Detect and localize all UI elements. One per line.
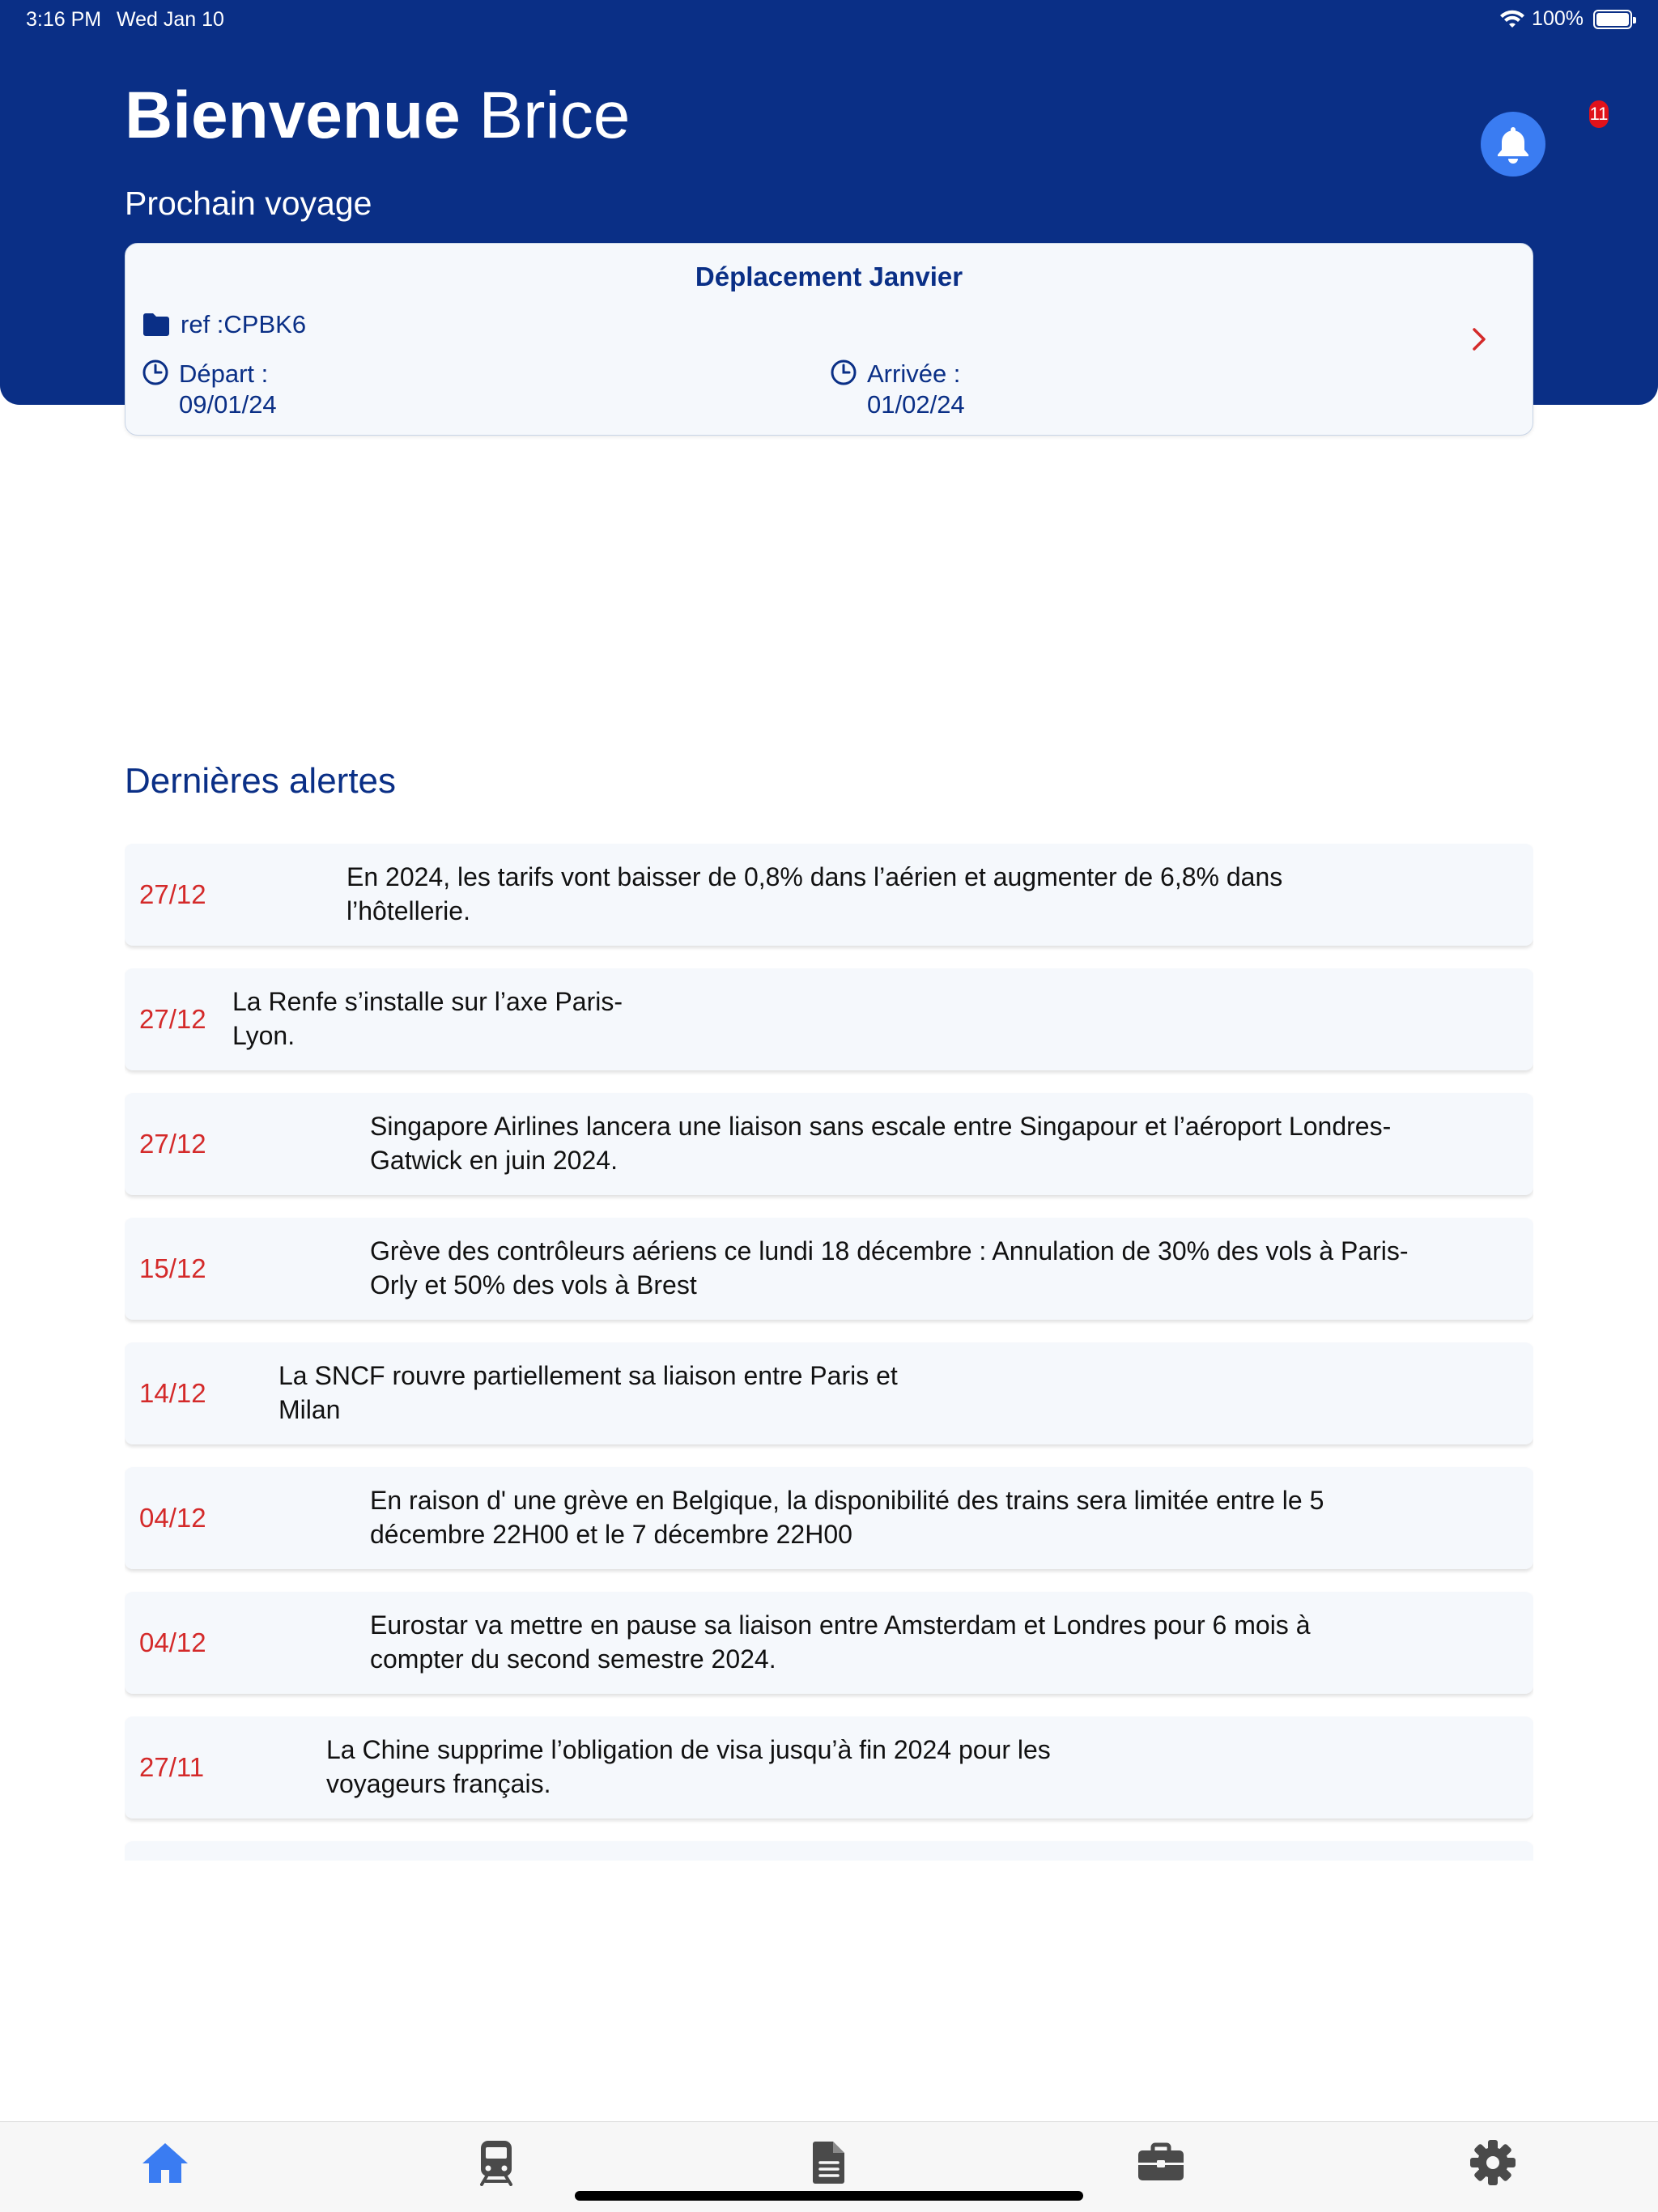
arrival-date: 01/02/24 (867, 390, 965, 419)
alert-item[interactable] (125, 968, 1533, 1070)
wifi-icon (1499, 10, 1525, 29)
alert-item[interactable] (125, 1218, 1533, 1320)
alert-date: 27/12 (139, 1004, 206, 1034)
alert-item[interactable] (125, 1093, 1533, 1195)
alert-date: 04/12 (139, 1627, 206, 1657)
departure-label: Départ : (179, 359, 269, 388)
alert-text-line: Singapore Airlines lancera une liaison sans escale entre Singapour et l’aéroport Londres- (370, 1112, 1392, 1141)
alert-date: 27/12 (139, 879, 206, 909)
home-indicator[interactable] (575, 2191, 1083, 2201)
alert-item[interactable] (125, 1342, 1533, 1444)
alert-text-line: En 2024, les tarifs vont baisser de 0,8% dans l’aérien et augmenter de 6,8% dans (346, 862, 1283, 891)
alert-date: 04/12 (139, 1503, 206, 1533)
alert-text-line: La SNCF rouvre partiellement sa liaison entre Paris et (278, 1361, 898, 1390)
alert-text-line: Eurostar va mettre en pause sa liaison entre Amsterdam et Londres pour 6 mois à (370, 1610, 1311, 1640)
gear-icon (1469, 2139, 1516, 2186)
alert-date: 14/12 (139, 1378, 206, 1408)
user-name: Brice (478, 79, 631, 152)
alerts-section-title: Dernières alertes (125, 761, 397, 801)
next-trip-subtitle: Prochain voyage (125, 185, 372, 222)
tab-trips[interactable] (1135, 2137, 1187, 2189)
trip-ref: ref :CPBK6 (181, 310, 307, 338)
arrival-label: Arrivée : (867, 359, 961, 388)
trip-ref-row (142, 310, 306, 339)
chevron-right-icon[interactable] (1471, 325, 1489, 354)
alert-text (346, 860, 1282, 928)
tab-home[interactable] (139, 2137, 191, 2189)
folder-icon (142, 313, 171, 337)
alert-text-line: La Chine supprime l’obligation de visa jusqu’à fin 2024 pour les (326, 1735, 1051, 1764)
alert-text (370, 1109, 1391, 1177)
welcome-word: Bienvenue (125, 79, 461, 152)
alert-text-line: voyageurs français. (326, 1769, 551, 1798)
alert-text (232, 985, 623, 1053)
alert-text (370, 1234, 1409, 1302)
status-bar (0, 0, 1658, 40)
alert-date: 27/12 (139, 1129, 206, 1159)
alert-item[interactable] (125, 1592, 1533, 1694)
alert-text-line: compter du second semestre 2024. (370, 1644, 776, 1674)
next-trip-card[interactable] (125, 243, 1533, 436)
alerts-list[interactable] (125, 844, 1533, 1861)
train-icon (478, 2139, 514, 2186)
alert-text (326, 1733, 1051, 1801)
trip-arrival (830, 359, 965, 420)
notification-badge: 11 (1589, 100, 1609, 128)
clock-icon (830, 359, 857, 386)
alert-text (278, 1359, 898, 1427)
alert-date: 15/12 (139, 1253, 206, 1283)
alert-item[interactable] (125, 844, 1533, 946)
alert-item[interactable] (125, 1716, 1533, 1819)
document-icon (811, 2140, 847, 2185)
alert-text-line: Orly et 50% des vols à Brest (370, 1270, 697, 1300)
status-time: 3:16 PM (26, 8, 102, 31)
alert-text-line: En raison d' une grève en Belgique, la disponibilité des trains sera limitée entre le 5 (370, 1486, 1324, 1515)
alert-text-line: Gatwick en juin 2024. (370, 1146, 618, 1175)
welcome-heading (125, 78, 630, 154)
alert-text (370, 1483, 1324, 1551)
briefcase-icon (1137, 2142, 1185, 2183)
battery-icon (1593, 10, 1632, 29)
alert-text (370, 1608, 1310, 1676)
status-date: Wed Jan 10 (117, 8, 224, 31)
alert-item[interactable] (125, 1467, 1533, 1569)
tab-settings[interactable] (1467, 2137, 1519, 2189)
battery-percent: 100% (1532, 7, 1584, 30)
tab-documents[interactable] (803, 2137, 855, 2189)
trip-title: Déplacement Janvier (695, 262, 963, 291)
notifications-button[interactable] (1481, 112, 1545, 177)
bell-icon (1495, 125, 1531, 164)
alert-text-line: Milan (278, 1395, 341, 1424)
departure-date: 09/01/24 (179, 390, 277, 419)
trip-departure (142, 359, 277, 420)
alert-text-line: Grève des contrôleurs aériens ce lundi 18 décembre : Annulation de 30% des vols à Paris- (370, 1236, 1409, 1266)
tab-train[interactable] (470, 2137, 522, 2189)
alert-item-partial[interactable] (125, 1841, 1533, 1861)
clock-icon (142, 359, 169, 386)
alert-text-line: décembre 22H00 et le 7 décembre 22H00 (370, 1520, 852, 1549)
alert-text-line: l’hôtellerie. (346, 896, 470, 925)
alert-text-line: Lyon. (232, 1021, 295, 1050)
status-indicators (1499, 7, 1632, 31)
alert-text-line: La Renfe s’installe sur l’axe Paris- (232, 987, 623, 1016)
alert-date: 27/11 (139, 1752, 205, 1782)
home-icon (141, 2141, 189, 2184)
